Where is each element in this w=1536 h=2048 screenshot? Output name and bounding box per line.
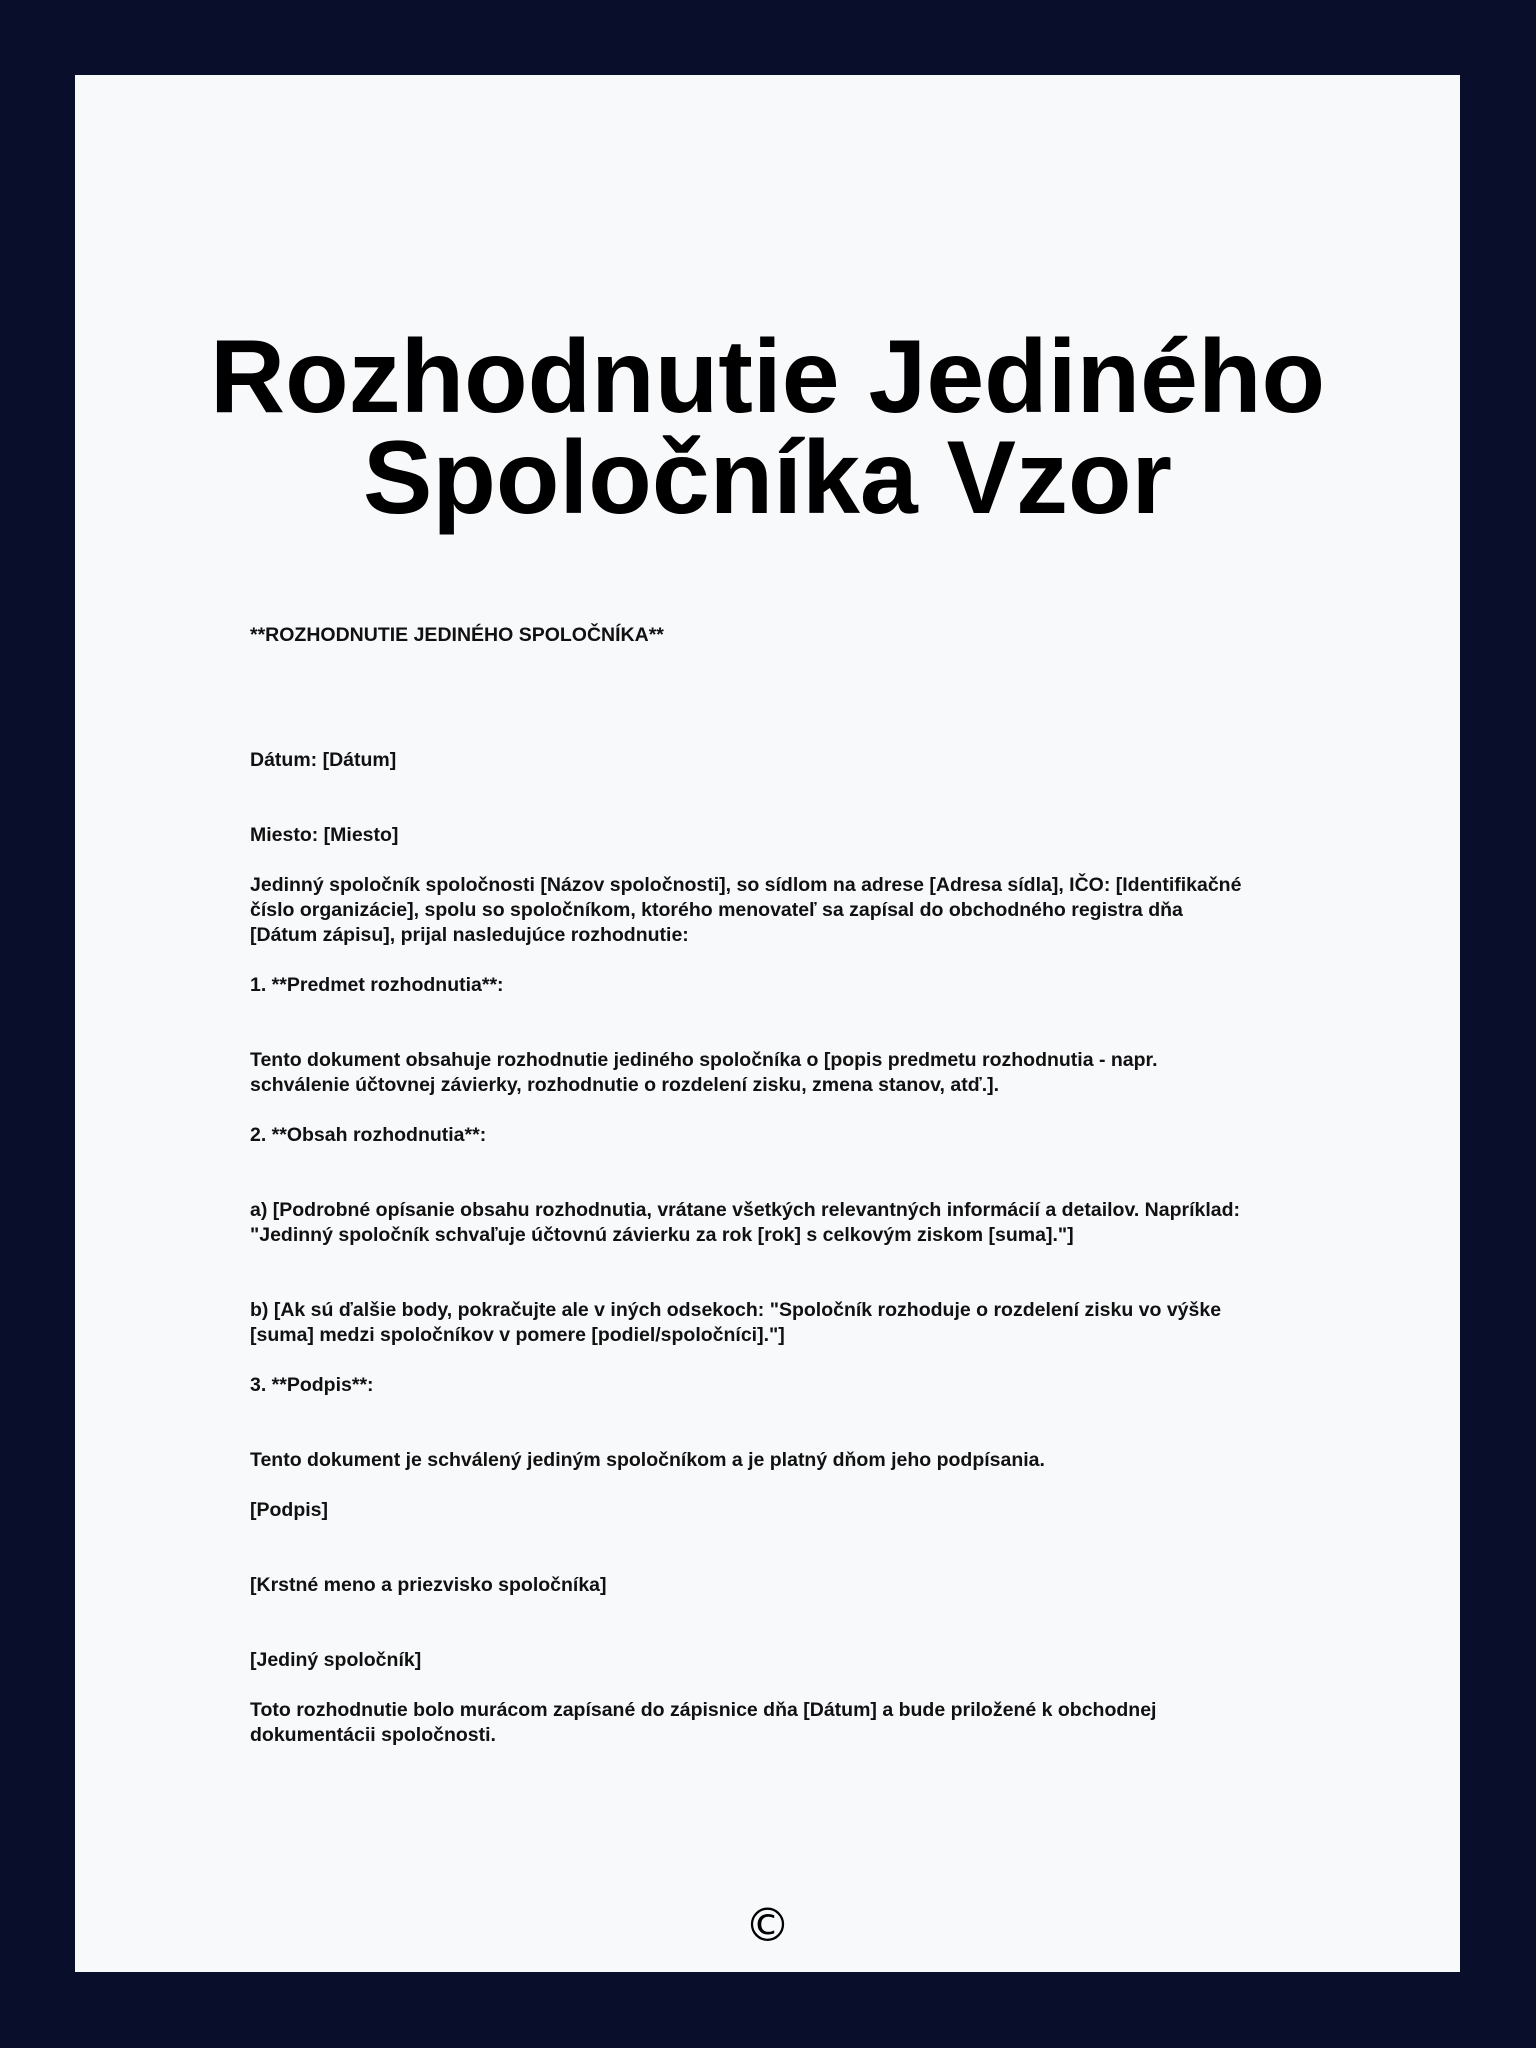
section-2-heading: 2. **Obsah rozhodnutia**: (250, 1124, 487, 1146)
intro-paragraph (250, 873, 1370, 948)
closing-line: dokumentácii spoločnosti. (250, 1724, 496, 1746)
date-line: Dátum: [Dátum] (250, 749, 397, 771)
section-2-item-a (250, 1198, 1370, 1248)
section-1-line: Tento dokument obsahuje rozhodnutie jediného spoločníka o [popis predmetu rozhodnutia - napr. (250, 1049, 1158, 1071)
intro-line: Jedinný spoločník spoločnosti [Názov spoločnosti], so sídlom na adrese [Adresa sídla], IČO: [Identifikačné (250, 874, 1242, 896)
name-placeholder: [Krstné meno a priezvisko spoločníka] (250, 1574, 607, 1596)
document-title-line-2: Spoločníka Vzor (362, 420, 1173, 536)
section-3-heading: 3. **Podpis**: (250, 1374, 374, 1396)
document-body (250, 623, 1370, 1748)
role-placeholder: [Jediný spoločník] (250, 1649, 422, 1671)
closing-line: Toto rozhodnutie bolo murácom zapísané do zápisnice dňa [Dátum] a bude priložené k obchodnej (250, 1699, 1157, 1721)
document-title (75, 319, 1460, 536)
section-2-item-a-line: a) [Podrobné opísanie obsahu rozhodnutia, vrátane všetkých relevantných informácií a detailov. Napríklad: (250, 1199, 1241, 1221)
section-2-item-b-line: [suma] medzi spoločníkov v pomere [podiel/spoločníci]."] (250, 1324, 785, 1346)
place-line: Miesto: [Miesto] (250, 824, 399, 846)
signature-placeholder: [Podpis] (250, 1499, 328, 1521)
closing-paragraph (250, 1698, 1370, 1748)
section-3-paragraph: Tento dokument je schválený jediným spoločníkom a je platný dňom jeho podpísania. (250, 1449, 1045, 1471)
section-2-item-b-line: b) [Ak sú ďalšie body, pokračujte ale v iných odsekoch: "Spoločník rozhoduje o rozdelení zisku vo výške (250, 1299, 1222, 1321)
document-page (75, 75, 1460, 1972)
decision-heading: **ROZHODNUTIE JEDINÉHO SPOLOČNÍKA** (250, 624, 664, 646)
section-1-line: schválenie účtovnej závierky, rozhodnutie o rozdelení zisku, zmena stanov, atď.]. (250, 1074, 1000, 1096)
section-1-paragraph (250, 1048, 1370, 1098)
section-2-item-a-line: "Jedinný spoločník schvaľuje účtovnú závierku za rok [rok] s celkovým ziskom [suma]."] (250, 1224, 1074, 1246)
section-1-heading: 1. **Predmet rozhodnutia**: (250, 974, 504, 996)
intro-line: [Dátum zápisu], prijal nasledujúce rozhodnutie: (250, 924, 689, 946)
copyright-icon: © (744, 1898, 791, 1952)
intro-line: číslo organizácie], spolu so spoločníkom, ktorého menovateľ sa zapísal do obchodného registra dňa (250, 899, 1183, 921)
section-2-item-b (250, 1298, 1370, 1348)
document-title-line-1: Rozhodnutie Jediného (209, 319, 1326, 435)
